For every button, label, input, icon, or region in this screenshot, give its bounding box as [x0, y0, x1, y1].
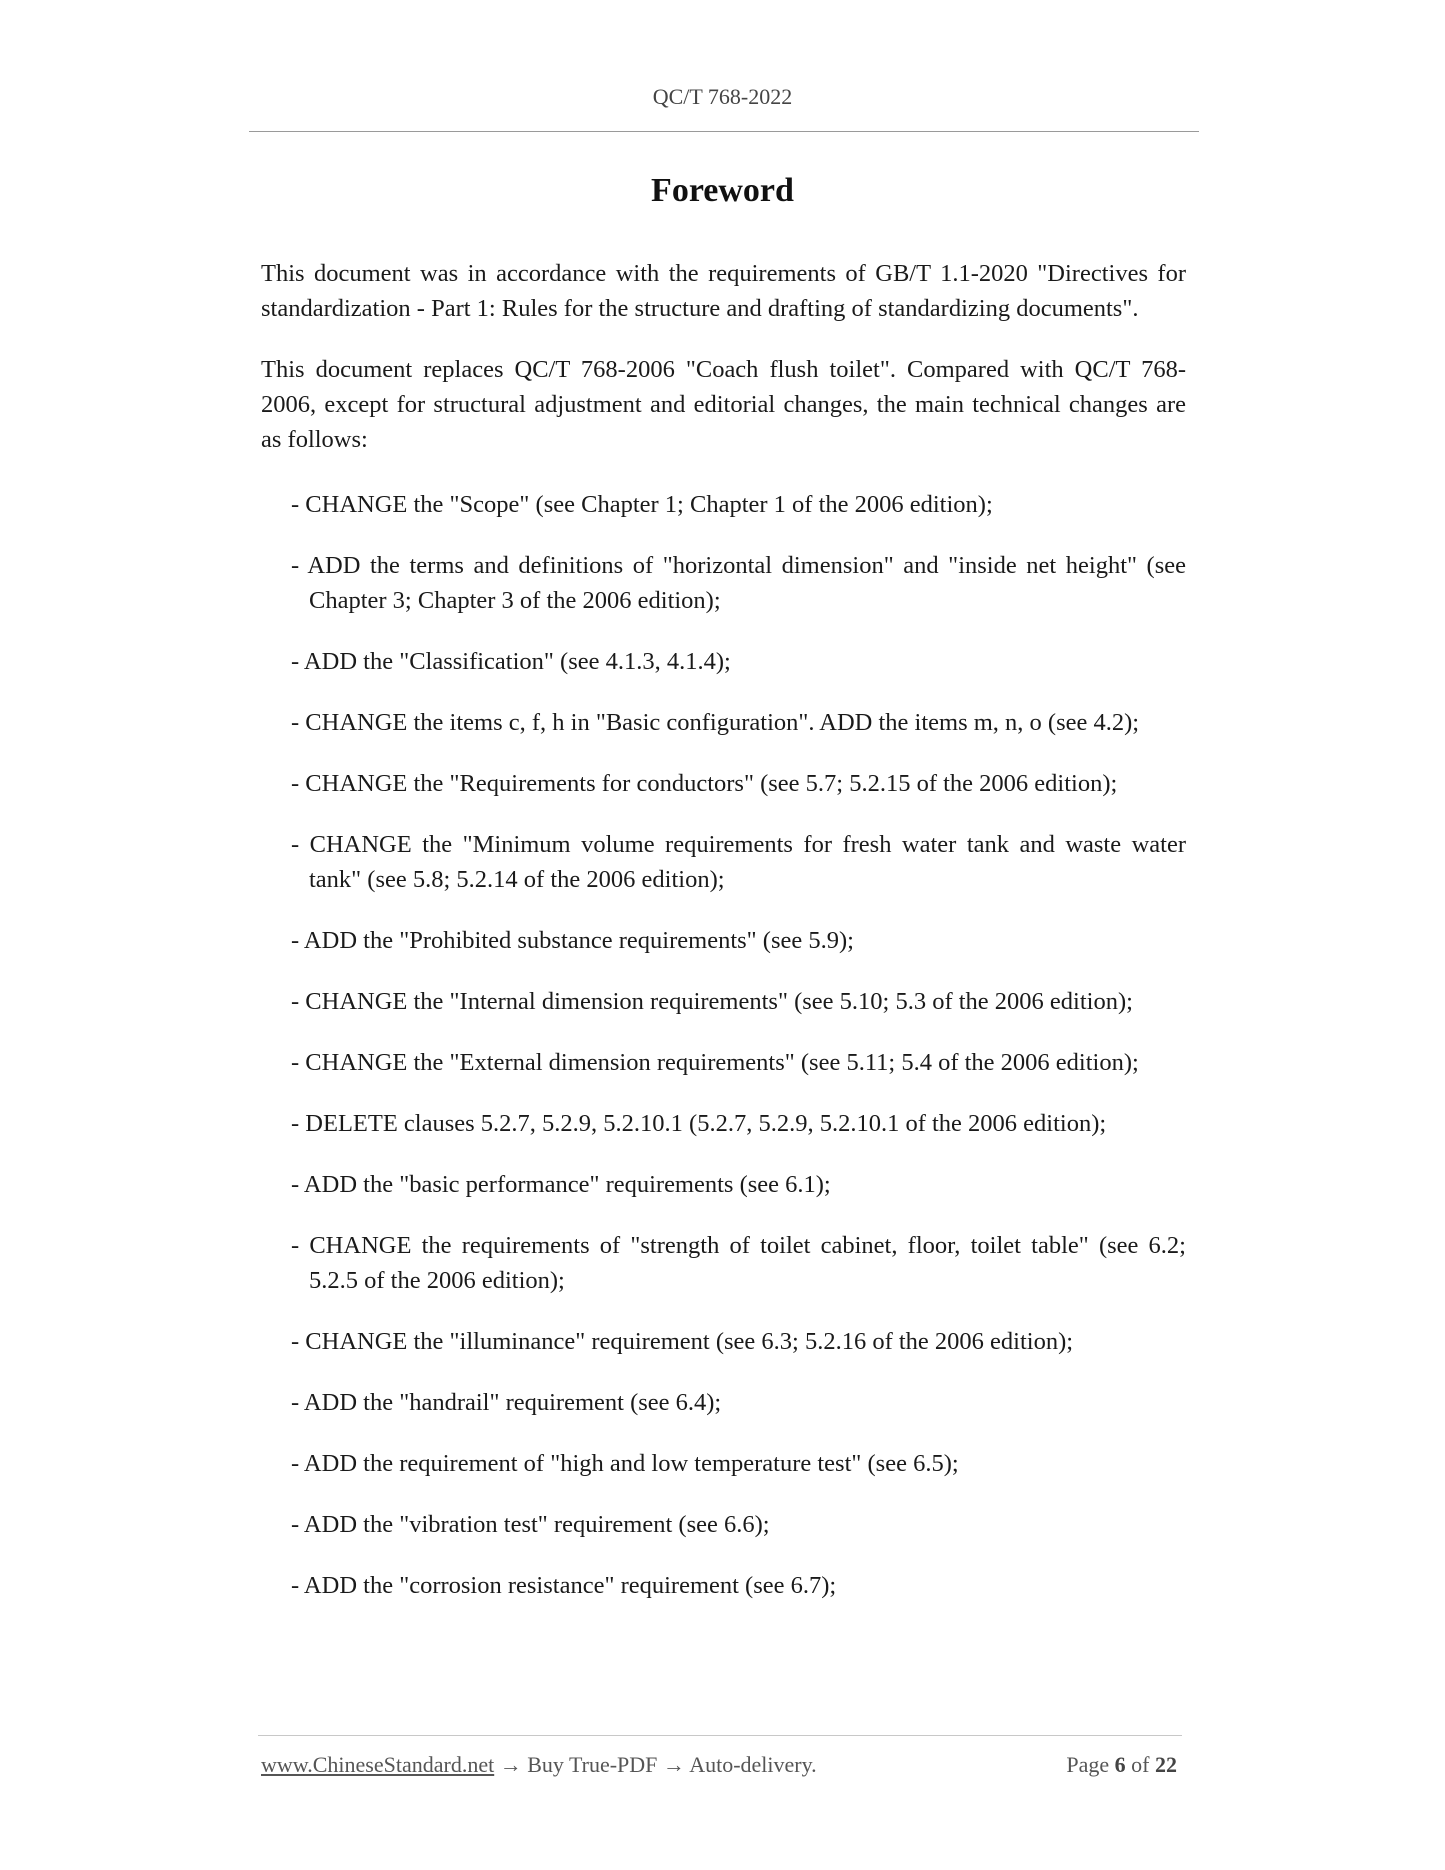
change-item: - ADD the terms and definitions of "horizontal dimension" and "inside net height" (see Chapter 3; Chapter 3 of the 2006 edition);	[291, 552, 1186, 614]
change-item: - ADD the "Classification" (see 4.1.3, 4.1.4);	[291, 648, 731, 675]
change-item: - ADD the "Prohibited substance requirements" (see 5.9);	[291, 927, 854, 954]
change-item: - CHANGE the "Scope" (see Chapter 1; Chapter 1 of the 2006 edition);	[291, 491, 993, 518]
footer-promo	[261, 1752, 817, 1778]
page-total: 22	[1155, 1752, 1177, 1777]
change-item: - CHANGE the "illuminance" requirement (see 6.3; 5.2.16 of the 2006 edition);	[291, 1328, 1074, 1355]
page-indicator	[1066, 1752, 1177, 1778]
header-divider	[249, 131, 1199, 132]
change-item: - DELETE clauses 5.2.7, 5.2.9, 5.2.10.1 (5.2.7, 5.2.9, 5.2.10.1 of the 2006 edition);	[291, 1110, 1107, 1137]
document-code-header: QC/T 768-2022	[652, 84, 793, 109]
change-item: - CHANGE the "External dimension requirements" (see 5.11; 5.4 of the 2006 edition);	[291, 1049, 1139, 1076]
change-item: - CHANGE the "Requirements for conductors" (see 5.7; 5.2.15 of the 2006 edition);	[291, 770, 1118, 797]
change-item: - ADD the "corrosion resistance" requirement (see 6.7);	[291, 1572, 837, 1599]
foreword-body	[261, 256, 1186, 1629]
footer-divider	[258, 1735, 1182, 1736]
changes-list	[261, 487, 1186, 1603]
change-item: - ADD the "basic performance" requirements (see 6.1);	[291, 1171, 831, 1198]
change-item: - CHANGE the "Minimum volume requirements for fresh water tank and waste water tank" (see 5.8; 5.2.14 of the 2006 edition);	[291, 831, 1186, 893]
change-item: - CHANGE the items c, f, h in "Basic configuration". ADD the items m, n, o (see 4.2);	[291, 709, 1140, 736]
change-item: - ADD the requirement of "high and low temperature test" (see 6.5);	[291, 1450, 959, 1477]
page-current: 6	[1114, 1752, 1126, 1777]
change-item: - CHANGE the "Internal dimension requirements" (see 5.10; 5.3 of the 2006 edition);	[291, 988, 1133, 1015]
page-title: Foreword	[651, 172, 794, 209]
website-link[interactable]: www.ChineseStandard.net	[261, 1752, 495, 1777]
page-of-label: of	[1131, 1752, 1150, 1777]
replacement-paragraph: This document replaces QC/T 768-2006 "Coach flush toilet". Compared with QC/T 768-2006, except for structural adjustment and editorial changes, the main technical changes are as follows:	[261, 356, 1186, 453]
change-item: - ADD the "handrail" requirement (see 6.4);	[291, 1389, 722, 1416]
intro-paragraph: This document was in accordance with the requirements of GB/T 1.1-2020 "Directives for standardization - Part 1: Rules for the structure and drafting of standardizing documents".	[261, 260, 1186, 322]
change-item: - ADD the "vibration test" requirement (see 6.6);	[291, 1511, 770, 1538]
page-label: Page	[1066, 1752, 1110, 1777]
footer-promo-text: → Buy True-PDF → Auto-delivery.	[494, 1752, 817, 1777]
change-item: - CHANGE the requirements of "strength of toilet cabinet, floor, toilet table" (see 6.2; 5.2.5 of the 2006 edition);	[291, 1232, 1186, 1294]
